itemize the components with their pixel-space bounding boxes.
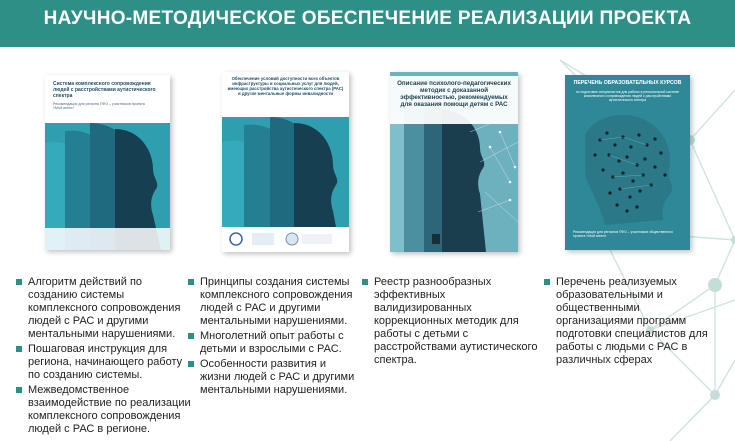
column-1: [14, 276, 192, 438]
list-item-text: Реестр разнообразных эффективных валидизированных коррекционных методик для работы с детьми с расстройствами аутистического спектра.: [374, 276, 538, 366]
booklet-cover-1: [45, 75, 170, 250]
list-item-text: Перечень реализуемых образовательными и общественными организациями программ подготовки специалистов для работы с людьми с РАС в различных сферах: [556, 276, 708, 366]
bullet-square-icon: [188, 333, 194, 339]
booklet-2-title: Обеспечение условий доступности всех объектов инфраструктуры и социальных услуг для людей, имеющих расстройства аутистического спектра (РАС) и другие ментальные формы инвалидности: [227, 76, 344, 96]
list-item-text: Многолетний опыт работы с детьми и взрослыми с РАС.: [200, 330, 344, 355]
column-3-list: [360, 276, 540, 367]
bullet-square-icon: [188, 361, 194, 367]
profiles-image: [45, 123, 170, 250]
profiles-image: [222, 117, 349, 252]
page-title: НАУЧНО-МЕТОДИЧЕСКОЕ ОБЕСПЕЧЕНИЕ РЕАЛИЗАЦИИ ПРОЕКТА: [43, 8, 692, 29]
list-item-text: Межведомственное взаимодействие по реализации комплексного сопровождения людей с РАС в регионе.: [28, 384, 191, 435]
list-item: [186, 358, 356, 397]
bullet-square-icon: [16, 279, 22, 285]
bullet-square-icon: [544, 279, 550, 285]
booklet-4-footer: Рекомендации для регионов ПФО – участников общественного проекта «Мой ангел»: [573, 230, 674, 239]
booklet-1-subtitle: Рекомендации для региона ПФО – участников проекта «Мой ангел»: [53, 102, 145, 111]
list-item: [14, 343, 192, 382]
list-item: [360, 276, 540, 367]
booklet-4-subtitle: по подготовке специалистов для работы в региональной системе комплексного сопровождения людей с расстройствами аутистического спектра: [575, 90, 680, 103]
booklet-cover-2: [222, 72, 349, 252]
column-2-list: [186, 276, 356, 397]
column-4-list: [542, 276, 717, 367]
booklet-3-title: Описание психолого-педагогических методик с доказанной эффективностью, рекомендуемых для оказания помощи детям с РАС: [397, 80, 511, 109]
column-4: [542, 276, 717, 369]
list-item: [14, 276, 192, 341]
list-item: [186, 330, 356, 356]
list-item-text: Особенности развития и жизни людей с РАС и другими ментальными нарушениями.: [200, 358, 355, 396]
list-item: [186, 276, 356, 328]
list-item: [542, 276, 717, 367]
list-item-text: Пошаговая инструкция для региона, начинающего работу по созданию системы.: [28, 343, 183, 381]
list-item-text: Алгоритм действий по созданию системы комплексного сопровождения людей с РАС и другими ментальными нарушениями.: [28, 276, 181, 340]
list-item-text: Принципы создания системы комплексного сопровождения людей с РАС и другими ментальными нарушениями.: [200, 276, 353, 327]
bullet-square-icon: [362, 279, 368, 285]
column-3: [360, 276, 540, 369]
booklet-1-title: Система комплексного сопровождения людей с расстройствами аутистического спектра: [53, 81, 156, 99]
column-2: [186, 276, 356, 399]
bullet-square-icon: [16, 387, 22, 393]
column-1-list: [14, 276, 192, 436]
bullet-square-icon: [16, 346, 22, 352]
header-banner: [0, 0, 735, 47]
booklet-cover-4: [565, 75, 690, 250]
booklet-cover-3: [390, 72, 518, 252]
booklet-4-title: ПЕРЕЧЕНЬ ОБРАЗОВАТЕЛЬНЫХ КУРСОВ: [573, 80, 682, 86]
bullet-square-icon: [188, 279, 194, 285]
list-item: [14, 384, 192, 436]
